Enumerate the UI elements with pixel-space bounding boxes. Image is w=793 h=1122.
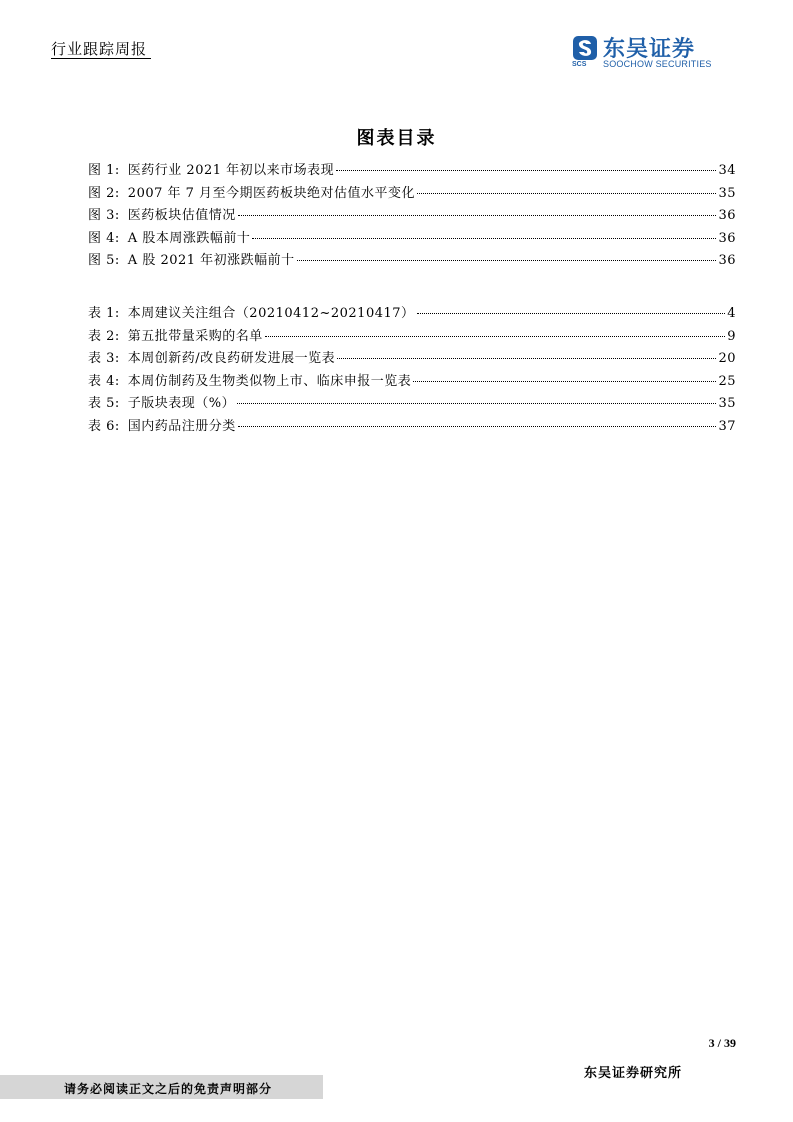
leader-dots	[238, 215, 717, 216]
entry-label: A 股本周涨跌幅前十	[127, 230, 251, 246]
entry-label: 国内药品注册分类	[127, 418, 236, 434]
table-list	[88, 302, 736, 437]
toc-entry-figure-2[interactable]	[88, 182, 736, 205]
company-logo	[572, 33, 732, 73]
entry-number: 表 6:	[88, 418, 120, 434]
entry-number: 表 2:	[88, 328, 120, 344]
entry-label: 本周仿制药及生物类似物上市、临床申报一览表	[127, 373, 412, 389]
entry-page: 9	[727, 328, 736, 344]
figure-list	[88, 159, 736, 272]
toc-entry-table-2[interactable]	[88, 325, 736, 348]
leader-dots	[413, 381, 716, 382]
toc-entry-figure-3[interactable]	[88, 204, 736, 227]
entry-page: 4	[727, 306, 736, 321]
footer-org: 东吴证券研究所	[584, 1066, 683, 1081]
toc-entry-table-4[interactable]	[88, 370, 736, 393]
report-type-label: 行业跟踪周报	[51, 40, 148, 58]
entry-label: 第五批带量采购的名单	[127, 328, 263, 344]
entry-page: 34	[718, 163, 736, 178]
entry-number: 图 3:	[88, 208, 120, 223]
leader-dots	[238, 426, 717, 427]
entry-page: 36	[718, 208, 736, 223]
entry-label: 2007 年 7 月至今期医药板块绝对估值水平变化	[127, 185, 416, 201]
entry-number: 图 2:	[88, 185, 120, 201]
toc-entry-table-5[interactable]	[88, 392, 736, 415]
entry-number: 表 4:	[88, 373, 120, 389]
entry-number: 图 1:	[88, 163, 120, 178]
logo-abbr: SCS	[572, 61, 587, 68]
entry-page: 37	[718, 418, 736, 434]
leader-dots	[336, 170, 716, 171]
entry-number: 图 4:	[88, 230, 120, 246]
company-name-cn: 东吴证券	[603, 37, 696, 62]
entry-label: 本周建议关注组合（20210412~20210417）	[127, 306, 415, 321]
leader-dots	[337, 358, 716, 359]
entry-page: 20	[718, 351, 736, 366]
leader-dots	[417, 313, 726, 314]
entry-number: 表 5:	[88, 396, 120, 411]
entry-page: 35	[718, 396, 736, 411]
entry-number: 表 1:	[88, 306, 120, 321]
entry-page: 25	[718, 373, 736, 389]
entry-label: 医药板块估值情况	[127, 208, 236, 223]
entry-label: 子版块表现（%）	[127, 396, 236, 411]
entry-page: 35	[718, 185, 736, 201]
company-name-en: SOOCHOW SECURITIES	[603, 59, 712, 69]
entry-number: 表 3:	[88, 351, 120, 366]
entry-number: 图 5:	[88, 253, 120, 268]
toc-entry-figure-1[interactable]	[88, 159, 736, 182]
toc-entry-table-1[interactable]	[88, 302, 736, 325]
header-underline	[51, 58, 151, 59]
toc-entry-figure-4[interactable]	[88, 227, 736, 250]
leader-dots	[252, 238, 716, 239]
toc-entry-figure-5[interactable]	[88, 249, 736, 272]
leader-dots	[265, 336, 725, 337]
footer-disclaimer: 请务必阅读正文之后的免责声明部分	[64, 1082, 273, 1096]
entry-label: 医药行业 2021 年初以来市场表现	[127, 163, 335, 178]
entry-page: 36	[718, 230, 736, 246]
scs-logo-icon	[572, 35, 598, 61]
entry-label: 本周创新药/改良药研发进展一览表	[127, 351, 336, 366]
entry-page: 36	[718, 253, 736, 268]
toc-entry-table-3[interactable]	[88, 347, 736, 370]
toc-entry-table-6[interactable]	[88, 415, 736, 438]
page-title: 图表目录	[356, 128, 437, 149]
entry-label: A 股 2021 年初涨跌幅前十	[127, 253, 295, 268]
page-number: 3 / 39	[708, 1036, 736, 1050]
leader-dots	[237, 403, 716, 404]
leader-dots	[297, 260, 717, 261]
leader-dots	[417, 193, 716, 194]
